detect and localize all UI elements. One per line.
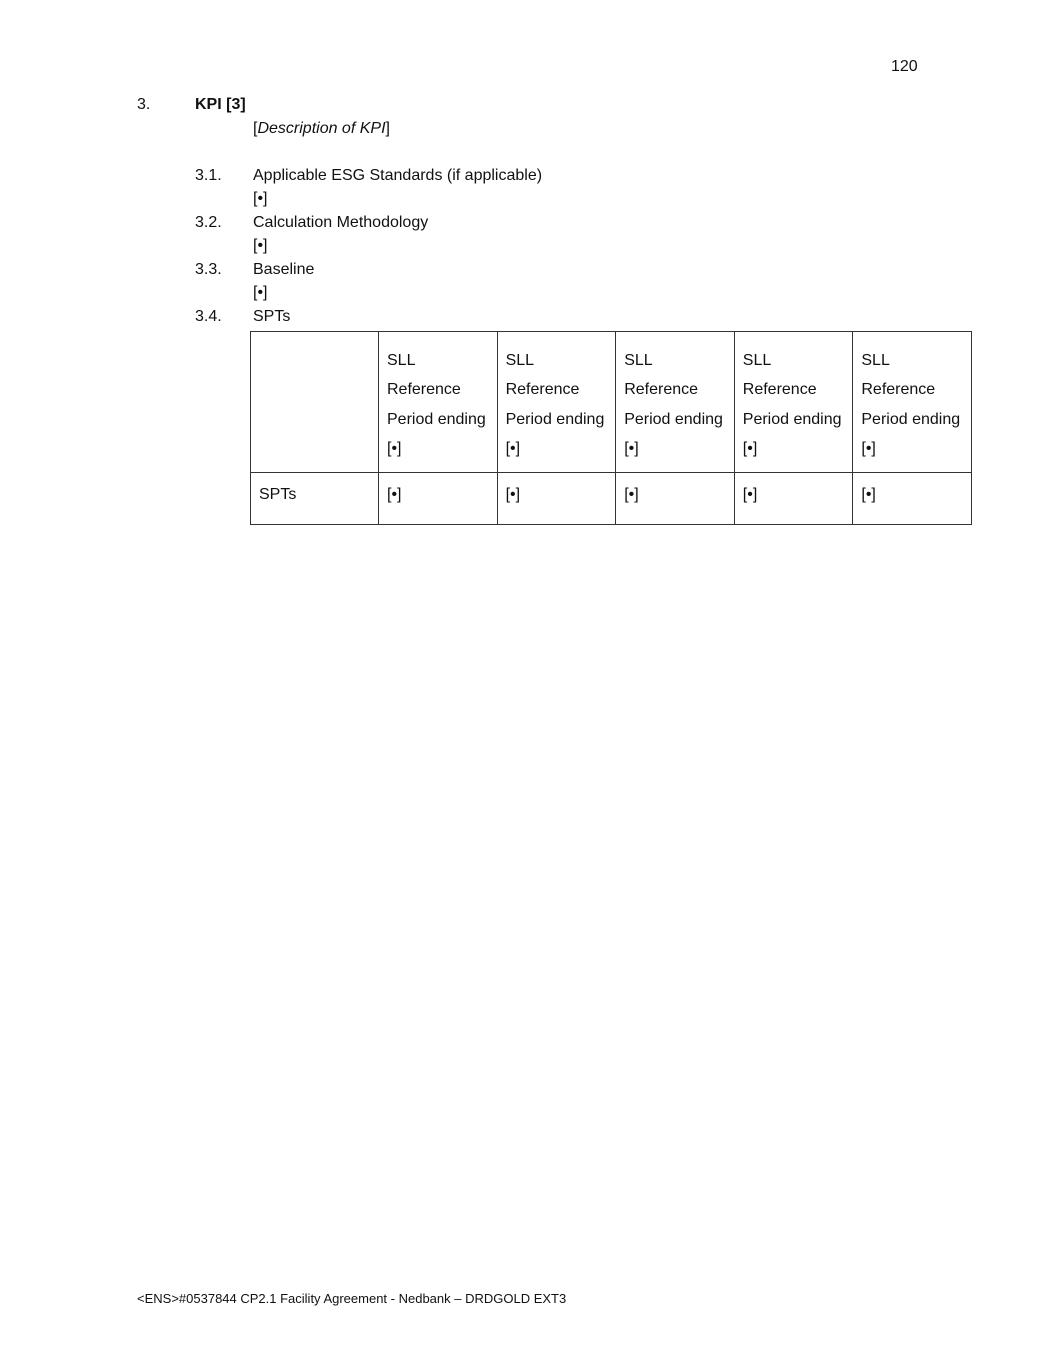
header-line: Period ending [505, 410, 605, 428]
header-line: Reference [742, 381, 817, 399]
spt-value-cell: [•] [497, 473, 616, 525]
subsection-title: Calculation Methodology [253, 214, 429, 231]
document-footer: <ENS>#0537844 CP2.1 Facility Agreement - Nedbank – DRDGOLD EXT3 [137, 1291, 567, 1306]
spt-row-label: SPTs [251, 473, 379, 525]
subsection-placeholder: [•] [253, 284, 268, 301]
spt-table-corner-cell [251, 332, 379, 473]
header-line: SLL [624, 352, 653, 369]
spt-table-header-cell [379, 332, 498, 473]
header-line: Reference [624, 381, 699, 399]
spt-value-cell: [•] [379, 473, 498, 525]
spt-value-cell: [•] [734, 473, 853, 525]
subsection-title: SPTs [253, 308, 291, 325]
header-line: [•] [742, 439, 758, 457]
header-line: Period ending [742, 410, 842, 428]
section-description: [Description of KPI] [253, 120, 390, 137]
header-line: Period ending [387, 410, 486, 428]
spt-value-cell: [•] [616, 473, 735, 525]
subsection-title: Applicable ESG Standards (if applicable) [253, 167, 543, 184]
spt-value-cell: [•] [853, 473, 972, 525]
header-line: SLL [505, 352, 535, 369]
spt-table-header-cell [853, 332, 972, 473]
header-line: [•] [505, 439, 521, 457]
spt-table [250, 331, 972, 525]
subsection-placeholder: [•] [253, 237, 268, 254]
page-number: 120 [891, 58, 918, 75]
header-line: Reference [387, 381, 461, 399]
header-line: SLL [387, 352, 416, 369]
header-line: [•] [624, 439, 639, 457]
section-title: KPI [3] [195, 96, 246, 113]
header-line: Reference [505, 381, 580, 399]
header-line: Period ending [624, 410, 723, 428]
spt-table-header-row [251, 332, 972, 473]
header-line: [•] [861, 439, 876, 457]
subsection-number: 3.2. [195, 214, 222, 231]
subsection-placeholder: [•] [253, 190, 268, 207]
header-line: Period ending [861, 410, 961, 428]
subsection-number: 3.3. [195, 261, 222, 278]
section-number: 3. [137, 96, 151, 113]
header-line: SLL [742, 352, 772, 369]
spt-table-header-cell [497, 332, 616, 473]
spt-table-header-cell [616, 332, 735, 473]
spt-table-header-cell [734, 332, 853, 473]
header-line: [•] [387, 439, 402, 457]
subsection-title: Baseline [253, 261, 315, 278]
header-line: Reference [861, 381, 936, 399]
subsection-number: 3.4. [195, 308, 222, 325]
subsection-number: 3.1. [195, 167, 222, 184]
spt-table-row [251, 473, 972, 525]
header-line: SLL [861, 352, 890, 369]
